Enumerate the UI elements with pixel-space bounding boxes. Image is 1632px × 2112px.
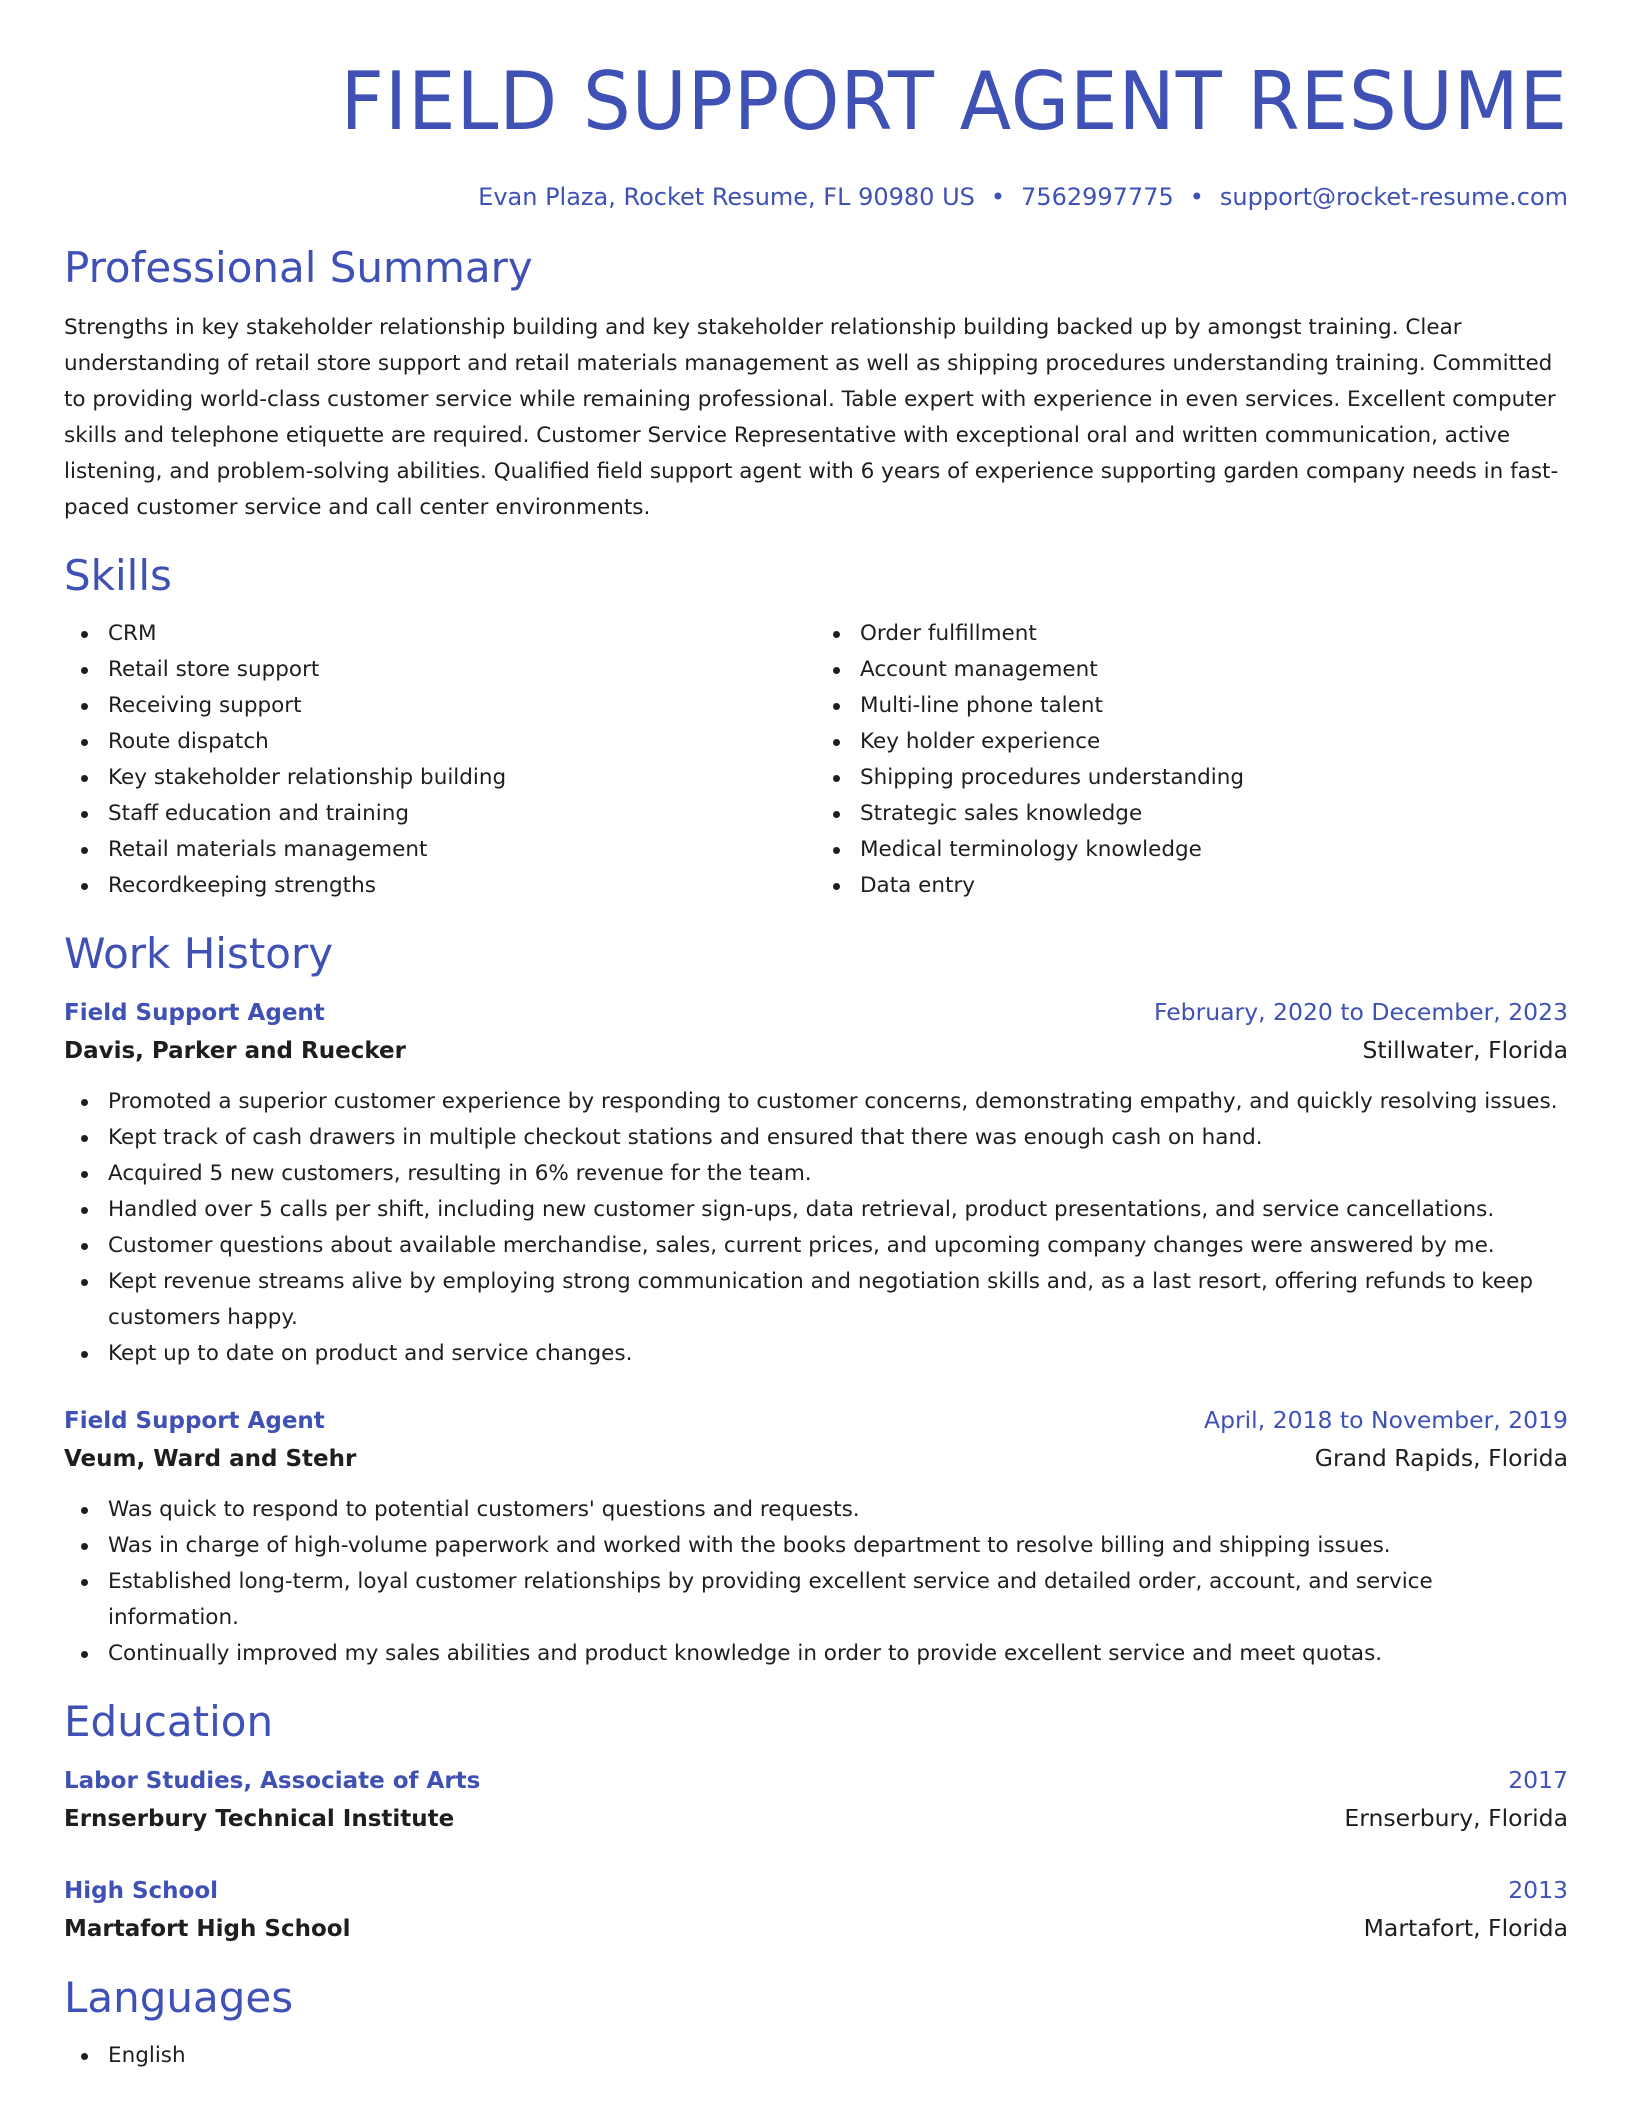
section-heading-work-history: Work History <box>64 929 334 978</box>
job-bullet: Customer questions about available merchandise, sales, current prices, and upcoming company changes were answered by me. <box>108 1228 1568 1264</box>
section-heading-summary: Professional Summary <box>64 243 533 292</box>
contact-line <box>64 180 1568 214</box>
skill-item: Order fulfillment <box>860 616 1568 652</box>
education-header-row <box>64 1872 1568 1909</box>
education-location: Martafort, Florida <box>1363 1914 1568 1942</box>
phone: 7562997775 <box>1021 183 1174 211</box>
education-school-row <box>64 1909 1568 1948</box>
skills-column-right <box>816 616 1568 904</box>
section-heading-education: Education <box>64 1697 274 1746</box>
job-bullet: Kept track of cash drawers in multiple checkout stations and ensured that there was enough cash on hand. <box>108 1120 1568 1156</box>
skill-item: Recordkeeping strengths <box>108 868 816 904</box>
job-bullet: Acquired 5 new customers, resulting in 6% revenue for the team. <box>108 1156 1568 1192</box>
section-heading-languages: Languages <box>64 1973 294 2022</box>
job-company: Davis, Parker and Ruecker <box>64 1038 406 1064</box>
contact-separator: • <box>990 183 1006 211</box>
job-bullet: Promoted a superior customer experience by responding to customer concerns, demonstrating empathy, and quickly resolving issues. <box>108 1084 1568 1120</box>
summary-text: Strengths in key stakeholder relationship building and key stakeholder relationship building backed up by amongst training. Clear understanding of retail store support and retail materials management as well as shipping procedures understanding training. Committed to providing world-class customer service while remaining professional. Table expert with experience in even services. Excellent computer skills and telephone etiquette are required. Customer Service Representative with exceptional oral and written communication, active listening, and problem-solving abilities. Qualified field support agent with 6 years of experience supporting garden company needs in fast-paced customer service and call center environments. <box>64 315 1559 520</box>
job-title: Field Support Agent <box>64 1000 325 1026</box>
job-company-row <box>64 1439 1568 1478</box>
skill-item: Shipping procedures understanding <box>860 760 1568 796</box>
skills-column-left <box>64 616 816 904</box>
job-location: Grand Rapids, Florida <box>1314 1444 1568 1472</box>
work-history-section <box>64 926 1568 1672</box>
skill-item: Strategic sales knowledge <box>860 796 1568 832</box>
skill-item: Retail materials management <box>108 832 816 868</box>
summary-section <box>64 240 1568 526</box>
education-entry <box>64 1872 1568 1948</box>
education-degree: High School <box>64 1878 219 1904</box>
job-company-row <box>64 1031 1568 1070</box>
job-entry <box>64 1402 1568 1672</box>
skill-item: Data entry <box>860 868 1568 904</box>
job-entry <box>64 994 1568 1372</box>
skill-item: CRM <box>108 616 816 652</box>
job-bullet: Was quick to respond to potential customers' questions and requests. <box>108 1492 1568 1528</box>
job-header-row <box>64 994 1568 1031</box>
education-school-row <box>64 1799 1568 1838</box>
address: Evan Plaza, Rocket Resume, FL 90980 US <box>478 183 975 211</box>
skill-item: Multi-line phone talent <box>860 688 1568 724</box>
skill-item: Key stakeholder relationship building <box>108 760 816 796</box>
education-school: Martafort High School <box>64 1916 351 1942</box>
skill-item: Medical terminology knowledge <box>860 832 1568 868</box>
skills-section <box>64 548 1568 904</box>
job-bullets <box>64 1492 1568 1672</box>
languages-list <box>64 2038 1568 2074</box>
job-header-row <box>64 1402 1568 1439</box>
language-item: English <box>108 2038 1568 2074</box>
job-bullet: Was in charge of high-volume paperwork and worked with the books department to resolve billing and shipping issues. <box>108 1528 1568 1564</box>
education-year: 2017 <box>1508 1766 1568 1794</box>
resume-page <box>64 0 1568 2074</box>
job-company: Veum, Ward and Stehr <box>64 1446 357 1472</box>
section-heading-skills: Skills <box>64 551 172 600</box>
job-location: Stillwater, Florida <box>1362 1036 1568 1064</box>
education-entry <box>64 1762 1568 1838</box>
job-bullet: Kept up to date on product and service changes. <box>108 1336 1568 1372</box>
education-degree: Labor Studies, Associate of Arts <box>64 1768 481 1794</box>
skill-item: Key holder experience <box>860 724 1568 760</box>
skills-grid <box>64 616 1568 904</box>
email-link[interactable]: support@rocket-resume.com <box>1219 183 1568 211</box>
education-school: Ernserbury Technical Institute <box>64 1806 455 1832</box>
job-bullets <box>64 1084 1568 1372</box>
education-location: Ernserbury, Florida <box>1344 1804 1568 1832</box>
job-bullet: Established long-term, loyal customer relationships by providing excellent service and detailed order, account, and service information. <box>108 1564 1568 1636</box>
job-bullet: Handled over 5 calls per shift, including new customer sign-ups, data retrieval, product presentations, and service cancellations. <box>108 1192 1568 1228</box>
skill-item: Route dispatch <box>108 724 816 760</box>
skill-item: Retail store support <box>108 652 816 688</box>
contact-separator: • <box>1189 183 1204 211</box>
skill-item: Account management <box>860 652 1568 688</box>
job-title: Field Support Agent <box>64 1408 325 1434</box>
languages-section <box>64 1970 1568 2074</box>
job-bullet: Continually improved my sales abilities and product knowledge in order to provide excellent service and meet quotas. <box>108 1636 1568 1672</box>
resume-header <box>64 0 1568 214</box>
skill-item: Receiving support <box>108 688 816 724</box>
job-bullet: Kept revenue streams alive by employing strong communication and negotiation skills and, as a last resort, offering refunds to keep customers happy. <box>108 1264 1568 1336</box>
skill-item: Staff education and training <box>108 796 816 832</box>
education-header-row <box>64 1762 1568 1799</box>
education-year: 2013 <box>1508 1876 1568 1904</box>
resume-title: FIELD SUPPORT AGENT RESUME <box>340 55 1568 148</box>
education-section <box>64 1694 1568 1948</box>
job-dates: April, 2018 to November, 2019 <box>1204 1406 1568 1434</box>
job-dates: February, 2020 to December, 2023 <box>1153 998 1568 1026</box>
